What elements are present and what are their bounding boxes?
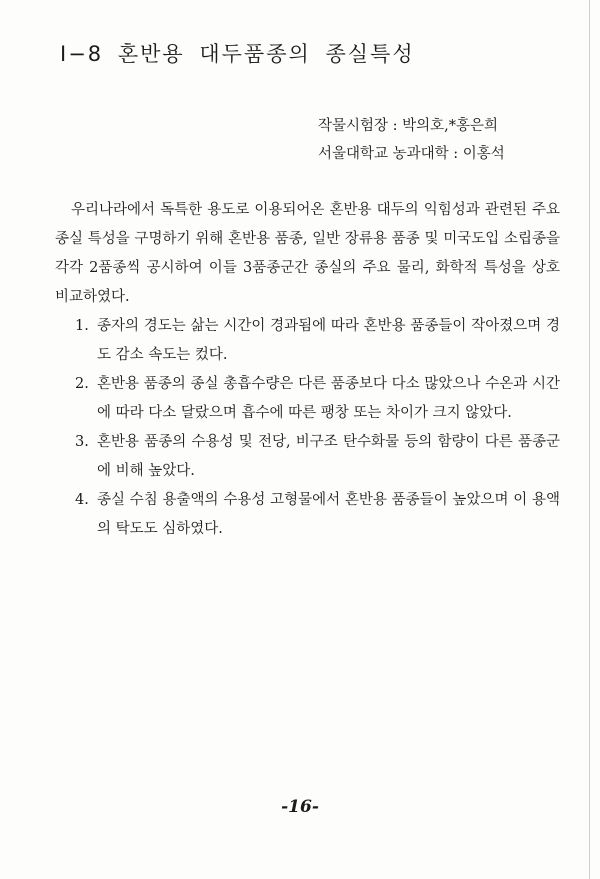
page-number: -16- (281, 797, 319, 817)
finding-item (55, 312, 560, 370)
finding-number: 2. (75, 376, 89, 392)
finding-number: 3. (75, 434, 89, 450)
author-line-2: 서울대학교 농과대학 : 이홍석 (318, 146, 505, 162)
finding-text: 종자의 경도는 삶는 시간이 경과됨에 따라 혼반용 품종들이 작아졌으며 경도 감소 속도는 컸다. (97, 318, 560, 363)
finding-number: 4. (75, 492, 89, 508)
finding-item (55, 370, 560, 428)
scan-edge-line (589, 0, 590, 879)
finding-text: 혼반용 품종의 수용성 및 전당, 비구조 탄수화물 등의 함량이 다른 품종군에 비해 높았다. (97, 434, 560, 479)
paper-title: Ⅰ−8 혼반용 대두품종의 종실특성 (60, 42, 415, 66)
finding-text: 혼반용 품종의 종실 총흡수량은 다른 품종보다 다소 많았으나 수온과 시간에 따라 다소 달랐으며 흡수에 따른 팽창 또는 차이가 크지 않았다. (97, 376, 560, 421)
author-line-1: 작물시험장 : 박의호,*홍은희 (318, 118, 499, 134)
abstract-body (55, 196, 560, 544)
finding-number: 1. (75, 318, 89, 334)
abstract-paragraph: 우리나라에서 독특한 용도로 이용되어온 혼반용 대두의 익힘성과 관련된 주요종실 특성을 구명하기 위해 혼반용 품종, 일반 장류용 품종 및 미국도입 소립종을 각각 2품종씩 공시하여 이들 3품종군간 종실의 주요 물리, 화학적 특성을 상호 비교하였다. (55, 202, 560, 305)
author-block (318, 112, 505, 168)
finding-item (55, 428, 560, 486)
findings-list (55, 312, 560, 544)
finding-item (55, 486, 560, 544)
finding-text: 종실 수침 용출액의 수용성 고형물에서 혼반용 품종들이 높았으며 이 용액의 탁도도 심하였다. (97, 492, 560, 537)
